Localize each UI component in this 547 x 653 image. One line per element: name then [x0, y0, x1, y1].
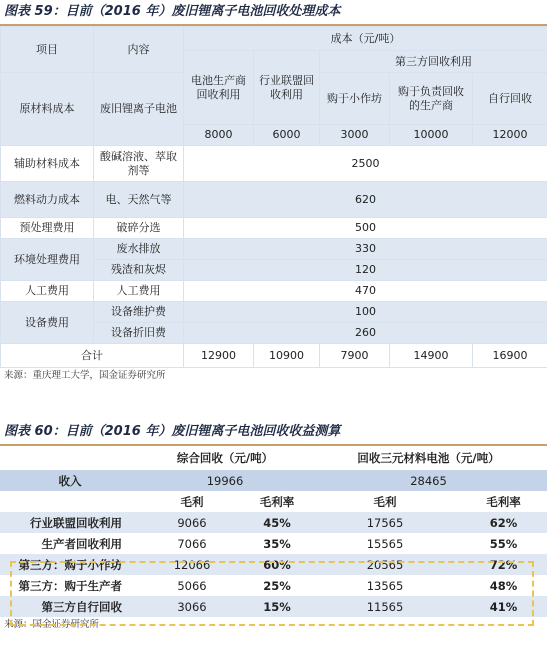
corner-cell	[0, 446, 140, 470]
table-row	[1, 146, 547, 182]
raw-cost-value: 3000	[320, 125, 390, 146]
row-value: 2500	[184, 146, 547, 182]
gross-margin-value: 41%	[460, 596, 547, 617]
gross-profit-header: 毛利	[140, 491, 244, 512]
header-third-party: 第三方回收利用	[320, 51, 547, 73]
cost-figure-source: 来源：重庆理工大学，国金证券研究所	[4, 370, 166, 381]
table-row	[1, 281, 547, 302]
gross-margin-value: 35%	[244, 533, 310, 554]
gross-profit-value: 13565	[310, 575, 460, 596]
profit-table-wrap	[0, 446, 547, 617]
table-row	[1, 218, 547, 239]
profit-figure-title: 图表 60：目前（2016 年）废旧锂离子电池回收收益测算	[0, 420, 547, 446]
raw-material-label: 原材料成本	[1, 73, 94, 146]
profit-row	[0, 554, 547, 575]
gross-profit-value: 11565	[310, 596, 460, 617]
raw-cost-value: 6000	[254, 125, 320, 146]
total-value: 12900	[184, 344, 254, 368]
row-value: 330	[184, 239, 547, 260]
row-content: 设备折旧费	[94, 323, 184, 344]
row-value: 620	[184, 182, 547, 218]
gross-margin-value: 45%	[244, 512, 310, 533]
total-value: 16900	[473, 344, 547, 368]
blank-cell	[0, 491, 140, 512]
row-group: 辅助材料成本	[1, 146, 94, 182]
raw-cost-value: 10000	[390, 125, 473, 146]
profit-row	[0, 512, 547, 533]
raw-cost-value: 8000	[184, 125, 254, 146]
profit-figure	[0, 420, 547, 633]
total-row	[1, 344, 547, 368]
gross-profit-value: 17565	[310, 512, 460, 533]
gross-profit-header: 毛利	[310, 491, 460, 512]
profit-row-label: 第三方：购于生产者	[0, 575, 140, 596]
profit-row	[0, 596, 547, 617]
row-group: 燃料动力成本	[1, 182, 94, 218]
gross-profit-value: 7066	[140, 533, 244, 554]
row-content: 酸碱溶液、萃取剂等	[94, 146, 184, 182]
header-responsible-maker: 购于负责回收的生产商	[390, 73, 473, 125]
gross-margin-value: 15%	[244, 596, 310, 617]
gross-margin-value: 72%	[460, 554, 547, 575]
cost-figure-title: 图表 59：目前（2016 年）废旧锂离子电池回收处理成本	[0, 0, 547, 26]
row-value: 120	[184, 260, 547, 281]
header-comprehensive: 综合回收（元/吨）	[140, 446, 310, 470]
row-value: 260	[184, 323, 547, 344]
row-value: 100	[184, 302, 547, 323]
gross-profit-value: 5066	[140, 575, 244, 596]
table-row	[1, 302, 547, 323]
gross-margin-value: 60%	[244, 554, 310, 575]
row-group: 设备费用	[1, 302, 94, 344]
header-content: 内容	[94, 27, 184, 73]
header-self-recycle: 自行回收	[473, 73, 547, 125]
total-value: 7900	[320, 344, 390, 368]
row-group: 人工费用	[1, 281, 94, 302]
gross-margin-value: 62%	[460, 512, 547, 533]
total-value: 10900	[254, 344, 320, 368]
metric-header-row	[0, 491, 547, 512]
total-value: 14900	[390, 344, 473, 368]
gross-profit-value: 12066	[140, 554, 244, 575]
gross-profit-value: 20565	[310, 554, 460, 575]
income-row	[0, 470, 547, 491]
raw-material-content: 废旧锂离子电池	[94, 73, 184, 146]
gross-margin-value: 25%	[244, 575, 310, 596]
table-row	[1, 239, 547, 260]
row-content: 废水排放	[94, 239, 184, 260]
gross-margin-header: 毛利率	[460, 491, 547, 512]
gross-margin-header: 毛利率	[244, 491, 310, 512]
total-label: 合计	[1, 344, 184, 368]
profit-row-label: 第三方：购于小作坊	[0, 554, 140, 575]
gross-margin-value: 55%	[460, 533, 547, 554]
row-content: 人工费用	[94, 281, 184, 302]
profit-row	[0, 575, 547, 596]
income-ternary: 28465	[310, 470, 547, 491]
profit-row	[0, 533, 547, 554]
cost-table	[0, 26, 547, 368]
profit-figure-source: 来源：国金证券研究所	[4, 619, 100, 630]
profit-header-row	[0, 446, 547, 470]
header-small-workshop: 购于小作坊	[320, 73, 390, 125]
gross-profit-value: 15565	[310, 533, 460, 554]
profit-row-label: 行业联盟回收利用	[0, 512, 140, 533]
header-battery-maker: 电池生产商回收利用	[184, 51, 254, 125]
row-content: 设备维护费	[94, 302, 184, 323]
row-group: 预处理费用	[1, 218, 94, 239]
header-row-1	[1, 27, 547, 51]
income-label: 收入	[0, 470, 140, 491]
row-content: 残渣和灰烬	[94, 260, 184, 281]
income-comprehensive: 19966	[140, 470, 310, 491]
header-ternary: 回收三元材料电池（元/吨）	[310, 446, 547, 470]
header-alliance: 行业联盟回收利用	[254, 51, 320, 125]
profit-row-label: 生产者回收利用	[0, 533, 140, 554]
profit-row-label: 第三方自行回收	[0, 596, 140, 617]
row-value: 500	[184, 218, 547, 239]
row-content: 破碎分选	[94, 218, 184, 239]
row-content: 电、天然气等	[94, 182, 184, 218]
row-group: 环境处理费用	[1, 239, 94, 281]
table-row	[1, 182, 547, 218]
row-value: 470	[184, 281, 547, 302]
header-item: 项目	[1, 27, 94, 73]
gross-profit-value: 3066	[140, 596, 244, 617]
profit-table	[0, 446, 547, 617]
gross-margin-value: 48%	[460, 575, 547, 596]
header-cost: 成本（元/吨）	[184, 27, 547, 51]
raw-cost-value: 12000	[473, 125, 547, 146]
gross-profit-value: 9066	[140, 512, 244, 533]
